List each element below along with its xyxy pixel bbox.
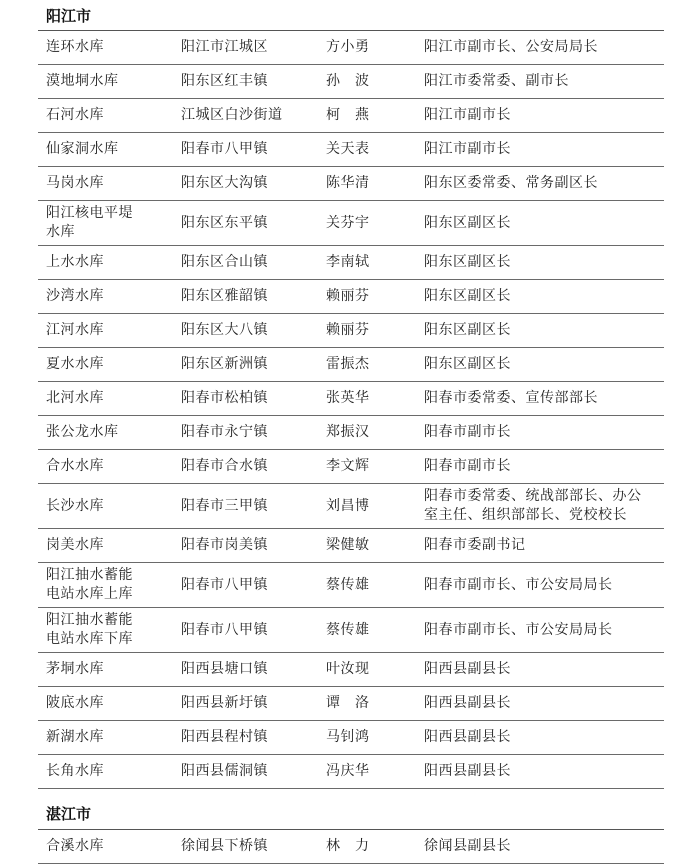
table-row [38, 31, 664, 65]
responsible-person: 李文辉 [326, 458, 370, 474]
responsible-person: 叶汝现 [326, 661, 370, 677]
reservoir-location: 江城区白沙街道 [181, 107, 283, 123]
reservoir-name: 石河水库 [46, 107, 104, 123]
reservoir-table [38, 30, 664, 789]
responsible-person: 陈华清 [326, 175, 370, 191]
person-position: 阳东区副区长 [424, 356, 511, 372]
person-position: 阳江市副市长 [424, 141, 511, 157]
table-row [38, 246, 664, 280]
responsible-person: 柯 燕 [326, 107, 370, 123]
responsible-person: 蔡传雄 [326, 621, 370, 638]
responsible-person: 赖丽芬 [326, 288, 370, 304]
table-row [38, 563, 664, 608]
reservoir-location: 阳东区红丰镇 [181, 73, 268, 89]
reservoir-location: 阳东区大八镇 [181, 322, 268, 338]
person-position: 阳春市副市长、市公安局局长 [424, 621, 613, 638]
reservoir-name: 仙家洞水库 [46, 141, 119, 157]
reservoir-name: 长沙水库 [46, 497, 104, 514]
responsible-person: 谭 洛 [326, 695, 370, 711]
table-row [38, 608, 664, 653]
table-row [38, 755, 664, 789]
section-title: 阳江市 [46, 7, 92, 25]
responsible-person: 孙 波 [326, 73, 370, 89]
person-position: 阳江市副市长 [424, 107, 511, 123]
table-row [38, 382, 664, 416]
table-row [38, 721, 664, 755]
reservoir-name: 新湖水库 [46, 729, 104, 745]
reservoir-name: 连环水库 [46, 39, 104, 55]
reservoir-name: 合溪水库 [46, 838, 104, 854]
reservoir-name: 陂底水库 [46, 695, 104, 711]
reservoir-location: 阳西县新圩镇 [181, 695, 268, 711]
responsible-person: 李南轼 [326, 254, 370, 270]
person-position: 徐闻县副县长 [424, 838, 511, 854]
person-position: 阳春市委副书记 [424, 537, 526, 553]
person-position: 阳春市副市长 [424, 458, 511, 474]
responsible-person: 刘昌博 [326, 497, 370, 514]
table-row [38, 830, 664, 864]
person-position: 阳春市副市长 [424, 424, 511, 440]
responsible-person: 郑振汉 [326, 424, 370, 440]
reservoir-location: 阳东区雅韶镇 [181, 288, 268, 304]
responsible-person: 张英华 [326, 390, 370, 406]
reservoir-name: 沙湾水库 [46, 288, 104, 304]
person-position: 阳春市委常委、宣传部部长 [424, 390, 598, 406]
reservoir-location: 阳东区东平镇 [181, 214, 268, 231]
person-position: 阳东区副区长 [424, 254, 511, 270]
section-title: 湛江市 [46, 805, 92, 823]
reservoir-location: 阳东区大沟镇 [181, 175, 268, 191]
table-row [38, 314, 664, 348]
table-row [38, 529, 664, 563]
table-row [38, 348, 664, 382]
reservoir-location: 阳春市永宁镇 [181, 424, 268, 440]
reservoir-location: 阳春市八甲镇 [181, 621, 268, 638]
responsible-person: 雷振杰 [326, 356, 370, 372]
person-position: 阳春市委常委、统战部部长、办公 室主任、组织部部长、党校校长 [424, 488, 642, 523]
table-row [38, 280, 664, 314]
person-position: 阳东区副区长 [424, 322, 511, 338]
reservoir-location: 阳西县塘口镇 [181, 661, 268, 677]
reservoir-name: 张公龙水库 [46, 424, 119, 440]
reservoir-location: 阳西县儒洞镇 [181, 763, 268, 779]
table-row [38, 484, 664, 529]
reservoir-location: 阳西县程村镇 [181, 729, 268, 745]
person-position: 阳西县副县长 [424, 661, 511, 677]
person-position: 阳东区副区长 [424, 214, 511, 231]
table-row [38, 201, 664, 246]
table-row [38, 65, 664, 99]
person-position: 阳东区副区长 [424, 288, 511, 304]
reservoir-location: 阳春市松柏镇 [181, 390, 268, 406]
responsible-person: 马钊鸿 [326, 729, 370, 745]
reservoir-location: 阳东区合山镇 [181, 254, 268, 270]
table-row [38, 133, 664, 167]
responsible-person: 林 力 [326, 838, 370, 854]
reservoir-location: 阳春市八甲镇 [181, 141, 268, 157]
responsible-person: 关芬宇 [326, 214, 370, 231]
reservoir-name: 夏水水库 [46, 356, 104, 372]
person-position: 阳江市委常委、副市长 [424, 73, 569, 89]
table-row [38, 167, 664, 201]
responsible-person: 关天表 [326, 141, 370, 157]
reservoir-name: 阳江抽水蓄能 电站水库上库 [46, 567, 133, 602]
person-position: 阳东区委常委、常务副区长 [424, 175, 598, 191]
responsible-person: 冯庆华 [326, 763, 370, 779]
reservoir-location: 阳春市岗美镇 [181, 537, 268, 553]
person-position: 阳春市副市长、市公安局局长 [424, 576, 613, 593]
responsible-person: 赖丽芬 [326, 322, 370, 338]
responsible-person: 蔡传雄 [326, 576, 370, 593]
reservoir-location: 阳东区新洲镇 [181, 356, 268, 372]
reservoir-location: 徐闻县下桥镇 [181, 838, 268, 854]
table-row [38, 687, 664, 721]
reservoir-location: 阳春市八甲镇 [181, 576, 268, 593]
table-row [38, 653, 664, 687]
reservoir-name: 长角水库 [46, 763, 104, 779]
reservoir-name: 茅垌水库 [46, 661, 104, 677]
reservoir-name: 阳江核电平堤 水库 [46, 205, 133, 240]
reservoir-name: 合水水库 [46, 458, 104, 474]
table-row [38, 416, 664, 450]
person-position: 阳西县副县长 [424, 729, 511, 745]
reservoir-name: 漠地垌水库 [46, 73, 119, 89]
reservoir-name: 江河水库 [46, 322, 104, 338]
person-position: 阳西县副县长 [424, 763, 511, 779]
reservoir-location: 阳春市三甲镇 [181, 497, 268, 514]
table-row [38, 99, 664, 133]
reservoir-name: 上水水库 [46, 254, 104, 270]
reservoir-location: 阳江市江城区 [181, 39, 268, 55]
person-position: 阳西县副县长 [424, 695, 511, 711]
table-row [38, 450, 664, 484]
reservoir-location: 阳春市合水镇 [181, 458, 268, 474]
responsible-person: 梁健敏 [326, 537, 370, 553]
person-position: 阳江市副市长、公安局局长 [424, 39, 598, 55]
responsible-person: 方小勇 [326, 39, 370, 55]
reservoir-name: 阳江抽水蓄能 电站水库下库 [46, 612, 133, 647]
reservoir-name: 马岗水库 [46, 175, 104, 191]
reservoir-name: 北河水库 [46, 390, 104, 406]
reservoir-name: 岗美水库 [46, 537, 104, 553]
